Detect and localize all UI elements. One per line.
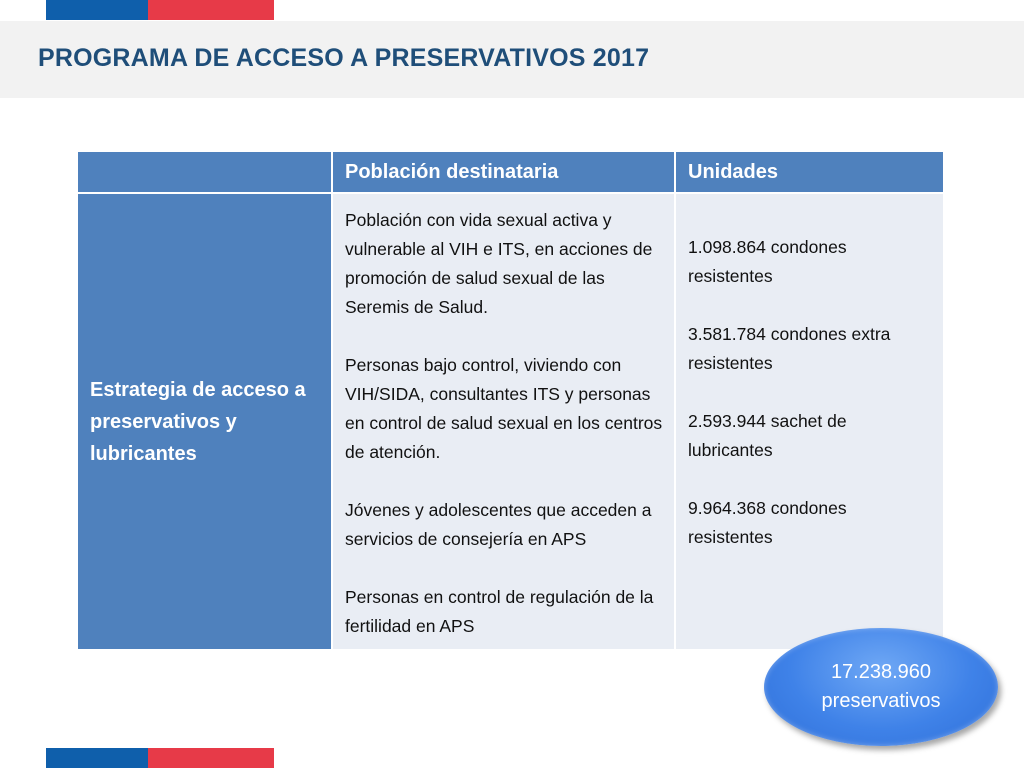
- population-item: Personas bajo control, viviendo con VIH/SIDA, consultantes ITS y personas en control de salud sexual en los centros de atención.: [345, 355, 663, 462]
- table-row: [77, 193, 944, 650]
- column-header-empty: [77, 151, 332, 193]
- units-cell: [675, 193, 944, 650]
- page-title: PROGRAMA DE ACCESO A PRESERVATIVOS 2017: [38, 44, 650, 72]
- units-item: 1.098.864 condones resistentes: [688, 237, 847, 286]
- total-badge: [764, 628, 998, 746]
- units-item: 3.581.784 condones extra resistentes: [688, 324, 891, 373]
- population-item: Personas en control de regulación de la fertilidad en APS: [345, 587, 654, 636]
- strategy-table: [76, 150, 945, 651]
- table-header-row: [77, 151, 944, 193]
- flag-blue-segment: [46, 0, 148, 20]
- flag-red-segment: [148, 0, 274, 20]
- population-item: Población con vida sexual activa y vulnerable al VIH e ITS, en acciones de promoción de salud sexual de las Seremis de Salud.: [345, 210, 653, 317]
- population-cell: [332, 193, 675, 650]
- flag-stripe-top: [46, 0, 274, 20]
- units-item: 9.964.368 condones resistentes: [688, 498, 847, 547]
- total-label: preservativos: [821, 690, 941, 712]
- units-item: 2.593.944 sachet de lubricantes: [688, 411, 847, 460]
- row-header-strategy: Estrategia de acceso a preservativos y lubricantes: [77, 193, 332, 650]
- column-header-units: Unidades: [675, 151, 944, 193]
- column-header-population: Población destinataria: [332, 151, 675, 193]
- population-item: Jóvenes y adolescentes que acceden a servicios de consejería en APS: [345, 500, 652, 549]
- flag-stripe-bottom: [46, 748, 274, 768]
- flag-blue-segment: [46, 748, 148, 768]
- flag-red-segment: [148, 748, 274, 768]
- total-number: 17.238.960: [830, 661, 932, 683]
